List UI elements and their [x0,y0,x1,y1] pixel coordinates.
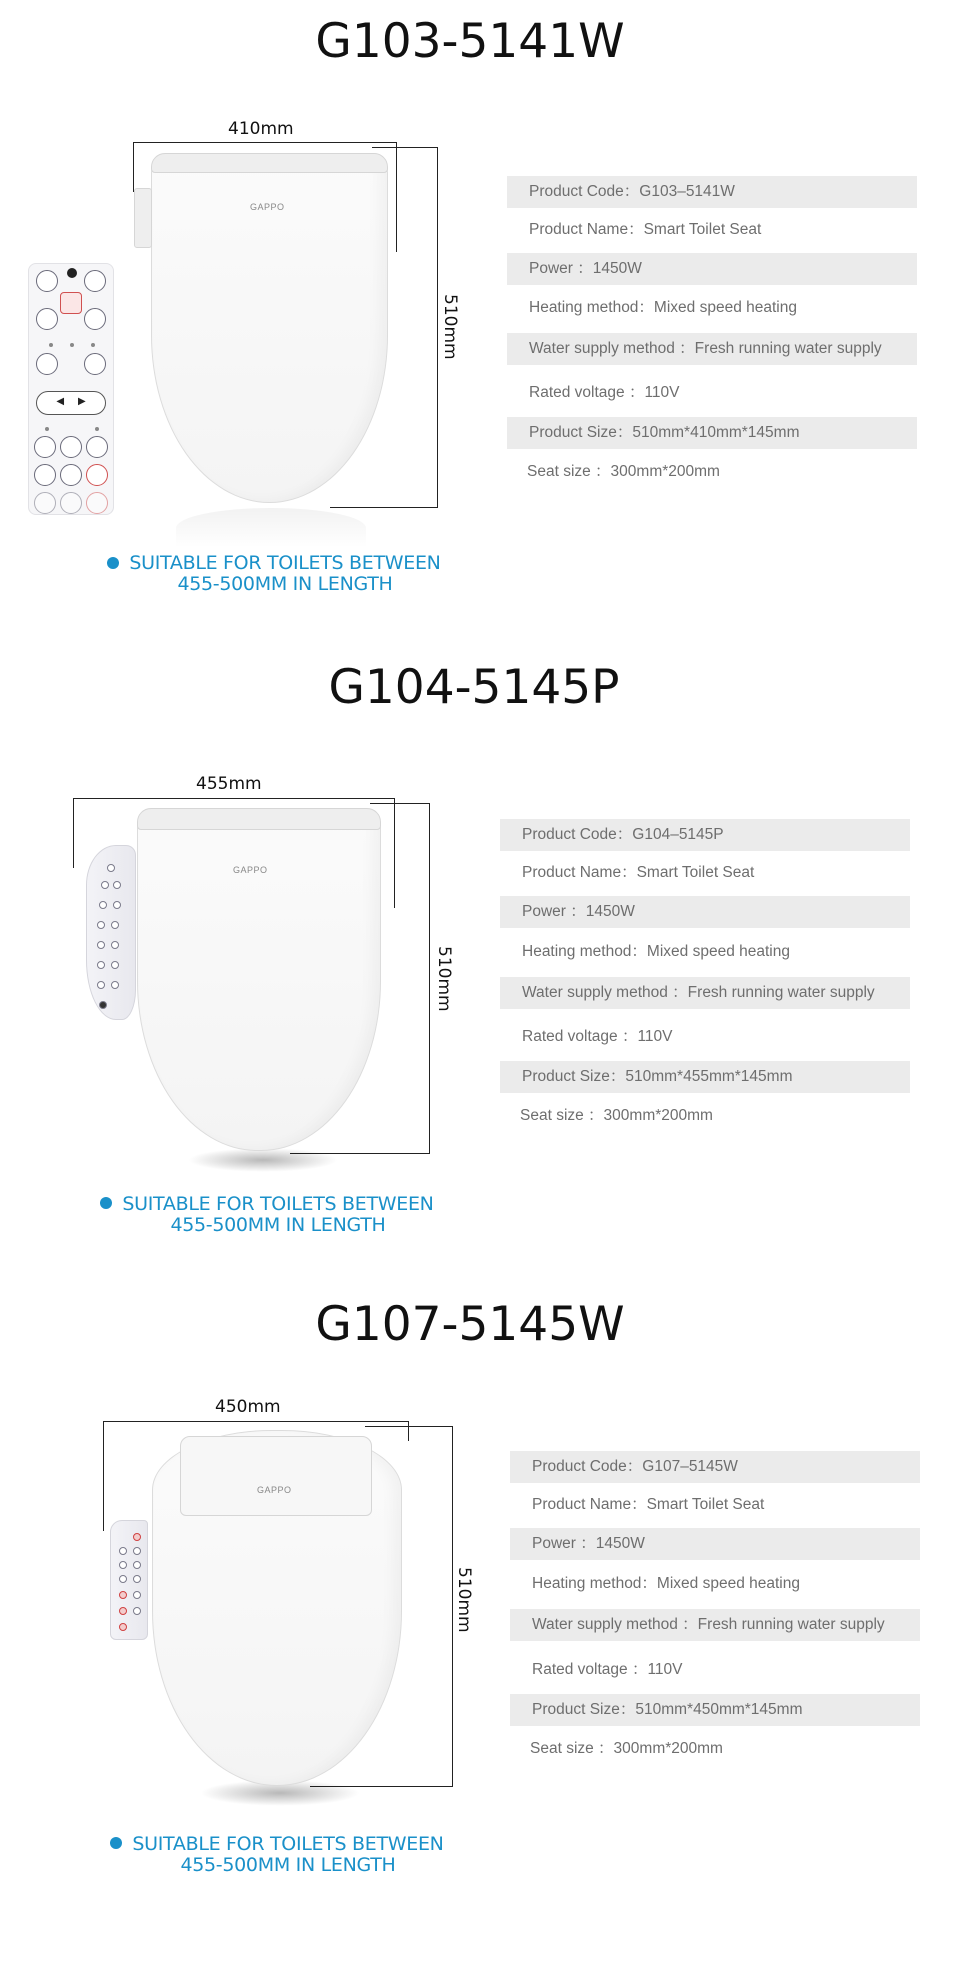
panel-button-icon [113,901,121,909]
remote-indicator-icon [70,343,74,347]
width-dimension-tick-right [408,1421,409,1441]
length-dimension-line [429,803,430,1154]
note-line-2: 455-500MM IN LENGTH [170,1214,386,1236]
length-dimension-tick-top [372,147,438,148]
remote-control-image [28,263,114,515]
seat-side-bracket [134,188,152,248]
spec-power: Power ：1450W [507,253,917,285]
panel-button-icon [101,881,109,889]
width-dimension-line [73,798,395,799]
toilet-length-note [120,553,450,595]
product-model-title: G104-5145P [328,660,620,715]
product-section-2 [0,640,960,1280]
note-line-1: SUITABLE FOR TOILETS BETWEEN [122,1193,434,1215]
remote-indicator-icon [95,427,99,431]
spec-seat-size: Seat size ：300mm*200mm [520,1107,713,1124]
remote-button-icon [86,492,108,514]
spec-rated-voltage: Rated voltage ：110V [532,1661,683,1678]
spec-water-supply: Water supply method ：Fresh running water supply [507,333,917,365]
width-dimension-tick-right [394,798,395,908]
toilet-length-note [123,1834,453,1876]
panel-button-icon [97,961,105,969]
brand-logo: GAPPO [250,202,285,212]
panel-button-icon [119,1561,127,1569]
remote-button-icon [84,270,106,292]
spec-product-size: Product Size：510mm*455mm*145mm [500,1061,910,1093]
product-model-title: G103-5141W [315,14,625,69]
spec-heating-method: Heating method：Mixed speed heating [522,943,790,960]
seat-shadow [188,1148,338,1172]
panel-button-icon [111,941,119,949]
panel-button-icon [111,921,119,929]
remote-indicator-icon [49,343,53,347]
spec-product-code: Product Code：G107–5145W [510,1451,920,1483]
spec-product-name: Product Name：Smart Toilet Seat [532,1496,765,1513]
width-dimension-label: 455mm [196,774,262,794]
width-dimension-line [103,1421,409,1422]
spec-heating-method: Heating method：Mixed speed heating [529,299,797,316]
remote-button-icon [60,492,82,514]
spec-power: Power ：1450W [510,1528,920,1560]
panel-button-icon [113,881,121,889]
width-dimension-label: 410mm [228,119,294,139]
panel-button-icon [133,1561,141,1569]
length-dimension-tick-top [365,1426,453,1427]
width-dimension-tick-right [396,142,397,252]
note-line-2: 455-500MM IN LENGTH [177,573,393,595]
panel-button-icon [111,981,119,989]
width-dimension-label: 450mm [215,1397,281,1417]
remote-indicator-icon [91,343,95,347]
spec-product-size: Product Size：510mm*410mm*145mm [507,417,917,449]
toilet-seat-image [137,808,381,1151]
side-control-panel-image [86,845,136,1020]
panel-button-icon [119,1623,127,1631]
note-bullet-icon [100,1197,112,1209]
panel-button-icon [133,1533,141,1541]
note-bullet-icon [110,1837,122,1849]
length-dimension-label: 510mm [434,946,454,1012]
remote-indicator-icon [45,427,49,431]
panel-button-icon [119,1575,127,1583]
spec-rated-voltage: Rated voltage ：110V [529,384,680,401]
note-line-1: SUITABLE FOR TOILETS BETWEEN [132,1833,444,1855]
spec-seat-size: Seat size ：300mm*200mm [530,1740,723,1757]
panel-button-icon [133,1591,141,1599]
remote-stop-button-icon [60,292,82,314]
length-dimension-line [452,1426,453,1787]
panel-button-icon [97,941,105,949]
note-bullet-icon [107,557,119,569]
product-section-1 [0,0,960,640]
length-dimension-line [437,147,438,508]
spec-product-name: Product Name：Smart Toilet Seat [529,221,762,238]
spec-product-size: Product Size：510mm*450mm*145mm [510,1694,920,1726]
panel-button-icon [97,921,105,929]
remote-button-icon [34,492,56,514]
product-section-3 [0,1280,960,1982]
seat-hinge-cover [151,153,388,173]
spec-heating-method: Heating method：Mixed speed heating [532,1575,800,1592]
seat-reflection [176,508,366,548]
width-dimension-tick-left [133,142,134,192]
remote-button-icon [36,270,58,292]
remote-indicator-icon [67,268,77,278]
spec-product-code: Product Code：G104–5145P [500,819,910,851]
seat-lid-panel [180,1436,372,1516]
panel-button-icon [107,864,115,872]
remote-button-icon [36,353,58,375]
panel-button-icon [99,1001,107,1009]
remote-button-icon [86,436,108,458]
remote-button-icon [34,436,56,458]
remote-button-icon [36,308,58,330]
remote-button-icon [84,353,106,375]
width-dimension-tick-left [73,798,74,868]
remote-button-icon [34,464,56,486]
panel-button-icon [111,961,119,969]
side-control-panel-image [110,1520,148,1640]
product-model-title: G107-5145W [315,1297,625,1352]
remote-button-icon [60,436,82,458]
toilet-length-note [113,1194,443,1236]
length-dimension-tick-bottom [330,507,438,508]
remote-position-pill-icon: ◀ ▶ [36,391,106,415]
panel-button-icon [119,1591,127,1599]
remote-button-icon [84,308,106,330]
width-dimension-line [133,142,397,143]
brand-logo: GAPPO [233,865,268,875]
panel-button-icon [133,1607,141,1615]
remote-button-icon [86,464,108,486]
seat-hinge-cover [137,808,381,830]
spec-power: Power ：1450W [500,896,910,928]
length-dimension-label: 510mm [454,1567,474,1633]
spec-product-code: Product Code：G103–5141W [507,176,917,208]
panel-button-icon [119,1547,127,1555]
length-dimension-label: 510mm [440,294,460,360]
spec-rated-voltage: Rated voltage ：110V [522,1028,673,1045]
spec-product-name: Product Name：Smart Toilet Seat [522,864,755,881]
note-line-1: SUITABLE FOR TOILETS BETWEEN [129,552,441,574]
spec-seat-size: Seat size ：300mm*200mm [527,463,720,480]
panel-button-icon [97,981,105,989]
spec-water-supply: Water supply method ：Fresh running water supply [510,1609,920,1641]
panel-button-icon [133,1575,141,1583]
length-dimension-tick-top [370,803,430,804]
panel-button-icon [133,1547,141,1555]
note-line-2: 455-500MM IN LENGTH [180,1854,396,1876]
brand-logo: GAPPO [257,1485,292,1495]
panel-button-icon [119,1607,127,1615]
width-dimension-tick-left [103,1421,104,1531]
spec-water-supply: Water supply method ：Fresh running water supply [500,977,910,1009]
remote-button-icon [60,464,82,486]
panel-button-icon [99,901,107,909]
